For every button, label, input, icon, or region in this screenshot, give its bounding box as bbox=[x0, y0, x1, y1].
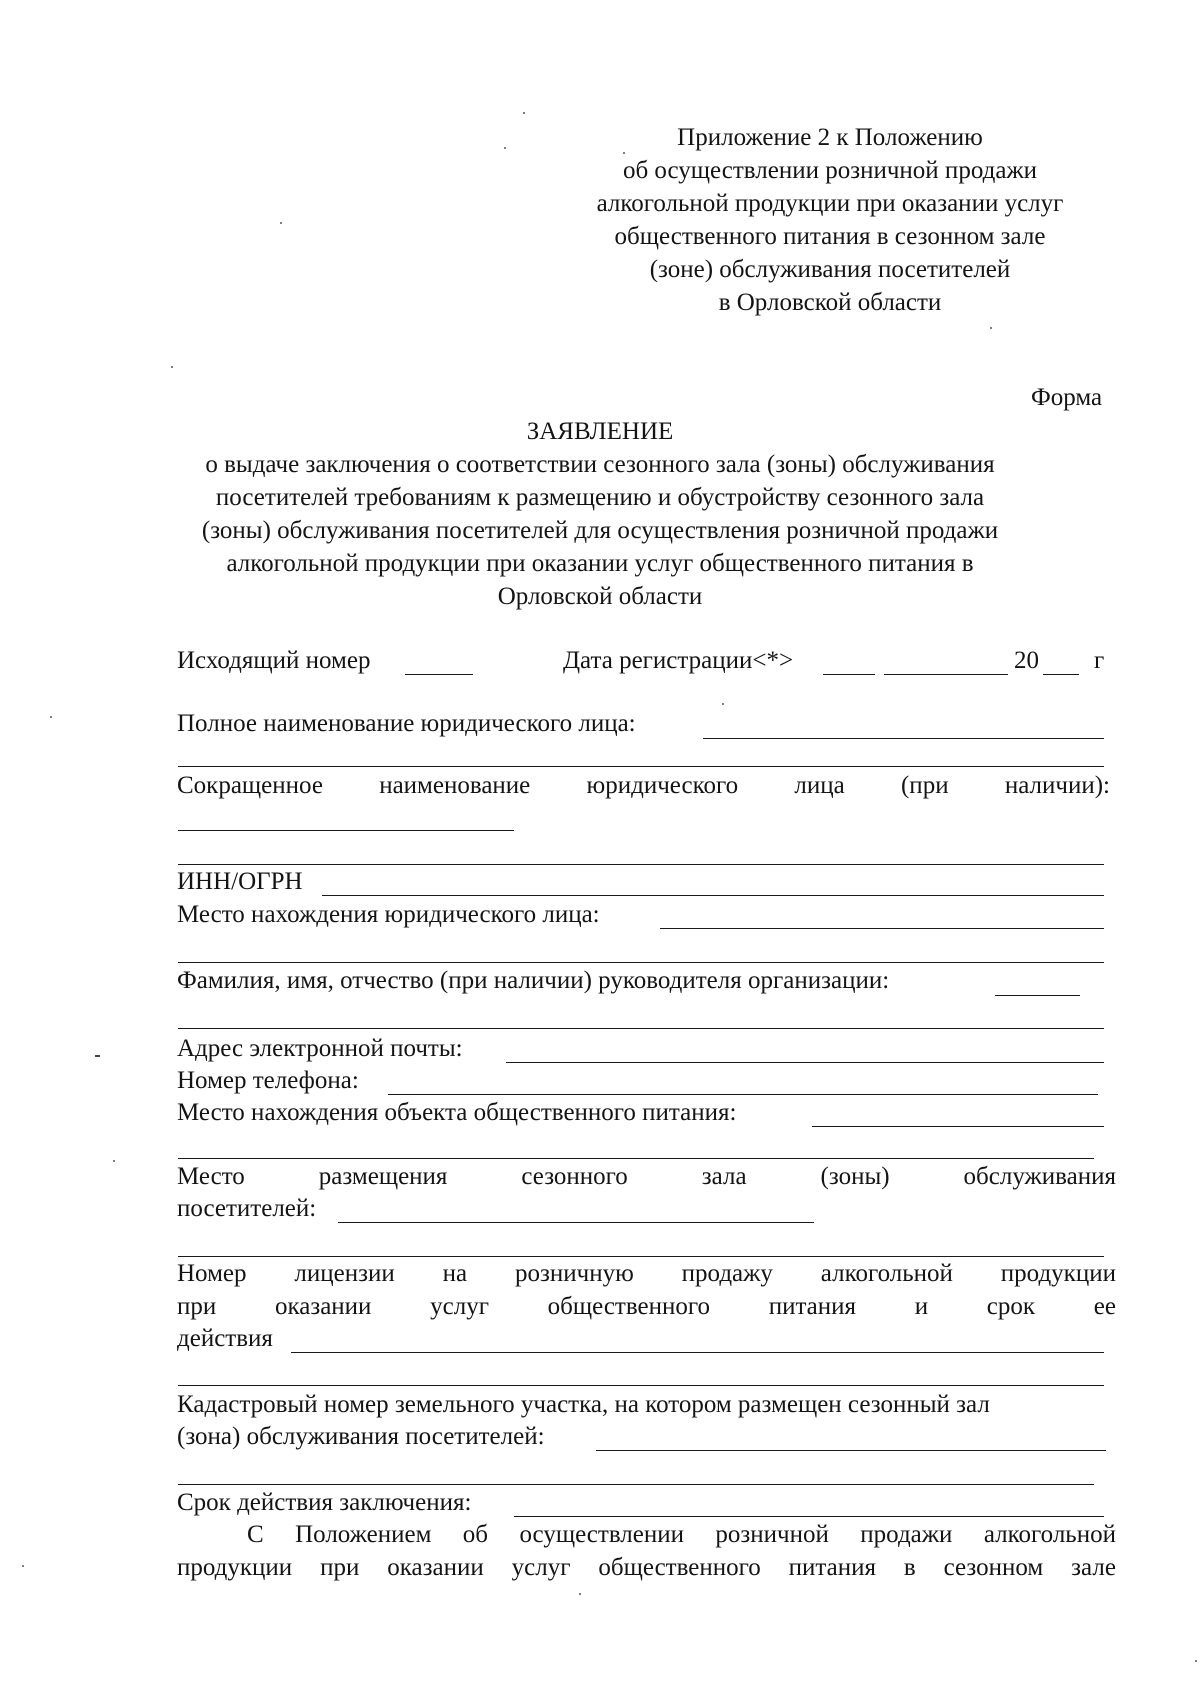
year-prefix: 20 bbox=[1014, 647, 1039, 674]
word: общественного bbox=[598, 1554, 761, 1581]
catering-location-field-line2[interactable] bbox=[178, 1158, 1094, 1159]
scan-speck bbox=[990, 327, 992, 329]
registration-year-field[interactable] bbox=[1043, 674, 1079, 675]
word: продукции bbox=[1000, 1260, 1116, 1287]
scan-speck bbox=[623, 152, 625, 154]
scan-speck bbox=[113, 1160, 115, 1162]
word: зала bbox=[701, 1163, 747, 1190]
word: ее bbox=[1093, 1293, 1116, 1320]
license-label-line3: действия bbox=[177, 1325, 273, 1352]
closing-paragraph-line1 bbox=[247, 1519, 1116, 1551]
word: об bbox=[462, 1521, 489, 1548]
head-name-field-line2[interactable] bbox=[178, 1028, 1104, 1029]
head-name-field[interactable] bbox=[995, 995, 1080, 996]
subtitle-line: посетителей требованиям к размещению и обустройству сезонного зала bbox=[215, 484, 985, 511]
word: алкогольной bbox=[983, 1521, 1116, 1548]
short-name-label bbox=[177, 770, 1110, 802]
outgoing-number-label: Исходящий номер bbox=[177, 647, 371, 674]
email-label: Адрес электронной почты: bbox=[177, 1035, 463, 1062]
seasonal-place-field[interactable] bbox=[338, 1222, 814, 1223]
form-label: Форма bbox=[1031, 384, 1103, 411]
seasonal-place-field-line2[interactable] bbox=[178, 1256, 1104, 1257]
head-name-label: Фамилия, имя, отчество (при наличии) руководителя организации: bbox=[177, 967, 890, 994]
word: С bbox=[247, 1521, 264, 1548]
word: и bbox=[914, 1293, 929, 1320]
word: питания bbox=[768, 1293, 857, 1320]
word: розничной bbox=[715, 1521, 829, 1548]
appendix-line: Приложение 2 к Положению bbox=[677, 124, 983, 151]
inn-ogrn-field[interactable] bbox=[322, 895, 1104, 896]
word: сезонного bbox=[521, 1163, 628, 1190]
scan-speck bbox=[504, 147, 506, 149]
full-name-label: Полное наименование юридического лица: bbox=[177, 710, 636, 737]
word: услуг bbox=[430, 1293, 489, 1320]
word: (при bbox=[900, 772, 949, 799]
word: лицензии bbox=[294, 1260, 395, 1287]
scan-speck bbox=[95, 1055, 100, 1057]
word: оказании bbox=[387, 1554, 484, 1581]
appendix-line: общественного питания в сезонном зале bbox=[614, 223, 1046, 250]
word: Положением bbox=[295, 1521, 432, 1548]
seasonal-place-label-cont: посетителей: bbox=[177, 1195, 317, 1222]
scan-speck bbox=[280, 222, 282, 224]
location-label: Место нахождения юридического лица: bbox=[177, 901, 600, 928]
word: при bbox=[320, 1554, 360, 1581]
scan-speck bbox=[722, 703, 724, 705]
full-name-field[interactable] bbox=[703, 738, 1104, 739]
word: розничную bbox=[515, 1260, 634, 1287]
subtitle-line: алкогольной продукции при оказании услуг общественного питания в bbox=[226, 550, 974, 577]
word: в bbox=[903, 1554, 916, 1581]
inn-ogrn-label: ИНН/ОГРН bbox=[177, 868, 303, 895]
word: Сокращенное bbox=[177, 772, 323, 799]
word: обслуживания bbox=[963, 1163, 1116, 1190]
appendix-line: (зоне) обслуживания посетителей bbox=[649, 256, 1011, 283]
catering-location-field[interactable] bbox=[812, 1126, 1104, 1127]
scan-speck bbox=[523, 112, 525, 114]
word: наличии): bbox=[1004, 772, 1110, 799]
location-field-line2[interactable] bbox=[178, 962, 1104, 963]
cadastral-label-line2: (зона) обслуживания посетителей: bbox=[177, 1423, 545, 1450]
word: на bbox=[442, 1260, 468, 1287]
registration-day-field[interactable] bbox=[823, 674, 875, 675]
word: Место bbox=[177, 1163, 245, 1190]
cadastral-field-line2[interactable] bbox=[178, 1484, 1094, 1485]
appendix-line: в Орловской области bbox=[718, 289, 942, 316]
cadastral-label-line1: Кадастровый номер земельного участка, на котором размещен сезонный зал bbox=[177, 1391, 990, 1418]
word: Номер bbox=[177, 1260, 247, 1287]
word: продажу bbox=[681, 1260, 773, 1287]
word: наименование bbox=[379, 772, 531, 799]
phone-field[interactable] bbox=[388, 1094, 1098, 1095]
word: осуществлении bbox=[519, 1521, 685, 1548]
word: оказании bbox=[274, 1293, 372, 1320]
word: (зоны) bbox=[820, 1163, 890, 1190]
license-field[interactable] bbox=[291, 1352, 1104, 1353]
word: питания bbox=[788, 1554, 876, 1581]
outgoing-number-field[interactable] bbox=[405, 674, 473, 675]
cadastral-field[interactable] bbox=[596, 1450, 1106, 1451]
license-field-line2[interactable] bbox=[178, 1385, 1104, 1386]
word: продажи bbox=[860, 1521, 953, 1548]
word: услуг bbox=[511, 1554, 571, 1581]
word: алкогольной bbox=[820, 1260, 953, 1287]
word: сезонном bbox=[943, 1554, 1044, 1581]
registration-month-field[interactable] bbox=[884, 674, 1008, 675]
validity-label: Срок действия заключения: bbox=[177, 1489, 472, 1516]
word: при bbox=[177, 1293, 217, 1320]
seasonal-place-label bbox=[177, 1161, 1116, 1193]
short-name-field-line2[interactable] bbox=[178, 864, 1104, 865]
closing-paragraph-line2 bbox=[177, 1552, 1116, 1584]
appendix-line: алкогольной продукции при оказании услуг bbox=[596, 190, 1064, 217]
registration-date-label: Дата регистрации<*> bbox=[563, 647, 794, 674]
word: размещения bbox=[318, 1163, 448, 1190]
scan-speck bbox=[22, 1565, 24, 1567]
catering-location-label: Место нахождения объекта общественного питания: bbox=[177, 1099, 737, 1126]
word: продукции bbox=[177, 1554, 293, 1581]
scan-speck bbox=[1195, 1660, 1197, 1662]
subtitle-line: (зоны) обслуживания посетителей для осуществления розничной продажи bbox=[201, 517, 999, 544]
phone-label: Номер телефона: bbox=[177, 1067, 359, 1094]
appendix-line: об осуществлении розничной продажи bbox=[622, 157, 1038, 184]
full-name-field-line2[interactable] bbox=[178, 766, 1104, 767]
document-title: ЗАЯВЛЕНИЕ bbox=[526, 418, 674, 445]
validity-field[interactable] bbox=[514, 1516, 1104, 1517]
scan-speck bbox=[171, 366, 173, 368]
email-field[interactable] bbox=[506, 1062, 1104, 1063]
location-field[interactable] bbox=[660, 928, 1104, 929]
scan-speck bbox=[579, 1593, 581, 1595]
short-name-field[interactable] bbox=[178, 830, 514, 831]
word: срок bbox=[986, 1293, 1036, 1320]
license-label-line1 bbox=[177, 1258, 1116, 1290]
subtitle-line: о выдаче заключения о соответствии сезонного зала (зоны) обслуживания bbox=[205, 451, 995, 478]
word: юридического bbox=[586, 772, 739, 799]
word: общественного bbox=[547, 1293, 710, 1320]
word: лица bbox=[794, 772, 845, 799]
scan-speck bbox=[50, 716, 52, 718]
subtitle-line: Орловской области bbox=[497, 583, 703, 610]
year-suffix: г bbox=[1094, 647, 1105, 674]
word: зале bbox=[1071, 1554, 1116, 1581]
license-label-line2 bbox=[177, 1291, 1116, 1323]
